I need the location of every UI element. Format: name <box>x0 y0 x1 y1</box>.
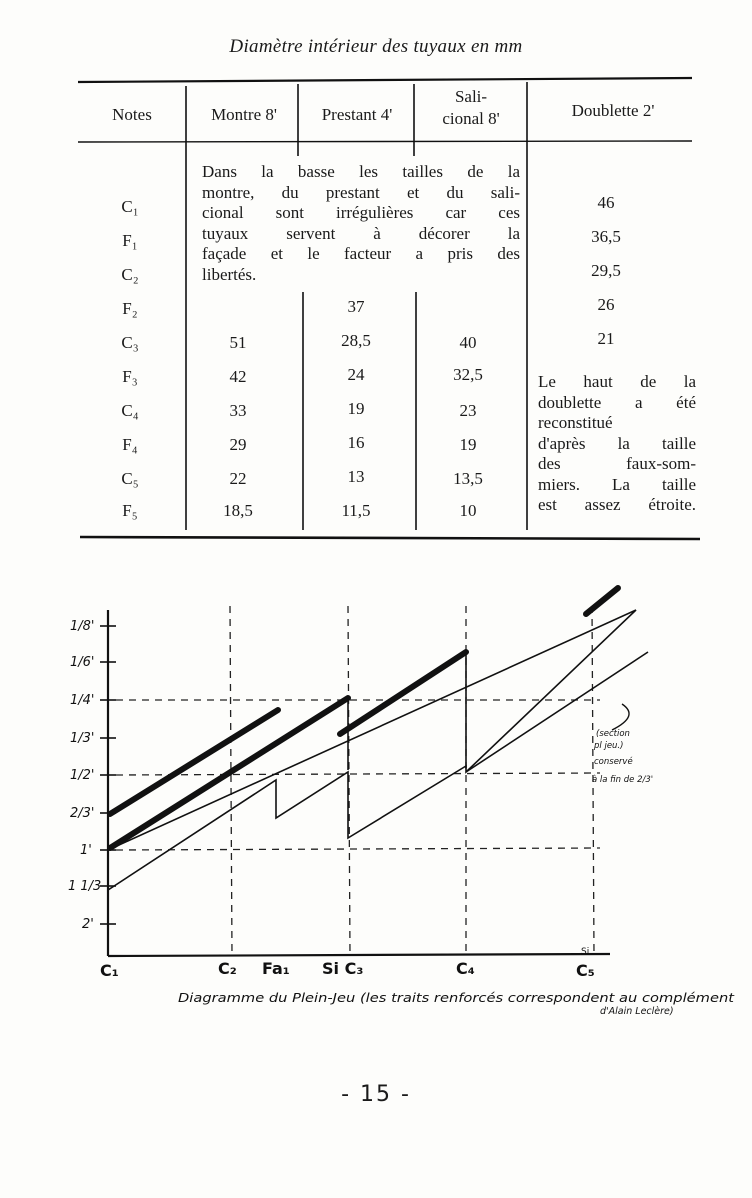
montre-value: 51 <box>229 333 247 352</box>
note-label: C₃ <box>121 333 139 352</box>
prestant-value: 19 <box>347 399 365 418</box>
facade-note <box>202 162 520 285</box>
prestant-value: 37 <box>347 297 365 316</box>
doublette-note-line: miers. La taille <box>538 474 696 494</box>
x-tick-label: C₁ <box>100 961 119 980</box>
note-label: F₂ <box>122 299 138 318</box>
thin-series <box>108 610 648 890</box>
x-tick-label: C₅ <box>576 961 595 980</box>
salicional-value: 32,5 <box>453 365 483 384</box>
doublette-value: 21 <box>597 329 615 348</box>
annotation-line: pl jeu.) <box>594 741 624 751</box>
salicional-value: 23 <box>459 401 477 420</box>
header-prestant: Prestant 4' <box>321 105 393 124</box>
annotation-line: à la fin de 2/3' <box>592 775 654 785</box>
note-label: C₅ <box>121 469 139 488</box>
header-montre: Montre 8' <box>211 105 277 124</box>
diagram-caption-line1: Diagramme du Plein-Jeu (les traits renforcés correspondent au complément <box>178 990 736 1005</box>
y-tick-label: 1/2' <box>70 768 95 783</box>
prestant-value: 24 <box>347 365 365 384</box>
montre-value: 42 <box>229 367 247 386</box>
header-salicional-line1: Sali- <box>454 87 488 106</box>
prestant-value: 28,5 <box>341 331 371 350</box>
y-tick-label: 1 1/3 <box>68 879 102 894</box>
facade-note-line: montre, du prestant et du sali- <box>202 182 520 202</box>
x-tick-label: Fa₁ <box>262 959 290 978</box>
header-doublette: Doublette 2' <box>571 101 655 120</box>
plein-jeu-diagram <box>0 570 752 1030</box>
diagram-caption-line2: d'Alain Leclère) <box>600 1006 674 1017</box>
y-tick-label: 1/8' <box>70 619 95 634</box>
facade-note-line: façade et le facteur a pris des <box>202 244 520 263</box>
doublette-note-line: est assez étroite. <box>538 495 696 514</box>
y-tick-label: 1' <box>80 843 92 858</box>
montre-value: 18,5 <box>223 501 253 520</box>
x-tick-label: Si C₃ <box>322 959 364 978</box>
page-number: - 15 - <box>341 1082 411 1107</box>
header-notes: Notes <box>112 105 152 124</box>
x-axis <box>108 954 610 956</box>
note-label: F₄ <box>122 435 138 454</box>
doublette-note-line: d'après la taille <box>538 433 696 453</box>
y-tick-label: 1/4' <box>70 693 95 708</box>
doublette-value: 36,5 <box>591 227 621 246</box>
montre-value: 22 <box>229 469 247 488</box>
header-salicional-line2: cional 8' <box>442 109 500 128</box>
facade-note-line: cional sont irrégulières car ces <box>202 203 520 222</box>
note-label: C₂ <box>121 265 139 284</box>
x-tick-label: C₄ <box>456 959 475 978</box>
salicional-value: 10 <box>459 501 477 520</box>
note-label: F₁ <box>122 231 138 250</box>
prestant-value: 11,5 <box>341 501 371 520</box>
x-tick-prefix: Si <box>581 947 590 957</box>
annotation-line: (section <box>596 729 630 739</box>
prestant-value: 13 <box>347 467 365 486</box>
y-tick-label: 1/6' <box>70 655 95 670</box>
doublette-note-line: Le haut de la <box>538 372 696 391</box>
doublette-note-line: des faux-som- <box>538 454 696 473</box>
montre-value: 33 <box>229 401 247 420</box>
doublette-note <box>538 372 696 516</box>
x-tick-label: C₂ <box>218 959 237 978</box>
y-tick-label: 2' <box>82 917 94 932</box>
note-label: F₅ <box>122 501 138 520</box>
note-label: C₁ <box>121 197 139 216</box>
y-tick-label: 1/3' <box>70 731 95 746</box>
facade-note-line: tuyaux servent à décorer la <box>202 223 520 243</box>
reinforced-series <box>110 588 618 848</box>
doublette-note-line: doublette a été <box>538 392 696 412</box>
table-caption: Diamètre intérieur des tuyaux en mm <box>229 36 523 57</box>
y-tick-label: 2/3' <box>70 806 95 821</box>
montre-value: 29 <box>229 435 247 454</box>
salicional-value: 19 <box>459 435 477 454</box>
note-label: F₃ <box>122 367 138 386</box>
facade-note-line: Dans la basse les tailles de la <box>202 162 520 181</box>
salicional-value: 40 <box>459 333 477 352</box>
facade-note-line: libertés. <box>202 264 257 284</box>
prestant-value: 16 <box>347 433 365 452</box>
doublette-value: 46 <box>597 193 615 212</box>
annotation-line: conservé <box>594 757 633 767</box>
note-label: C₄ <box>121 401 139 420</box>
doublette-value: 29,5 <box>591 261 621 280</box>
doublette-note-line: reconstitué <box>538 413 613 432</box>
salicional-value: 13,5 <box>453 469 483 488</box>
doublette-value: 26 <box>597 295 615 314</box>
